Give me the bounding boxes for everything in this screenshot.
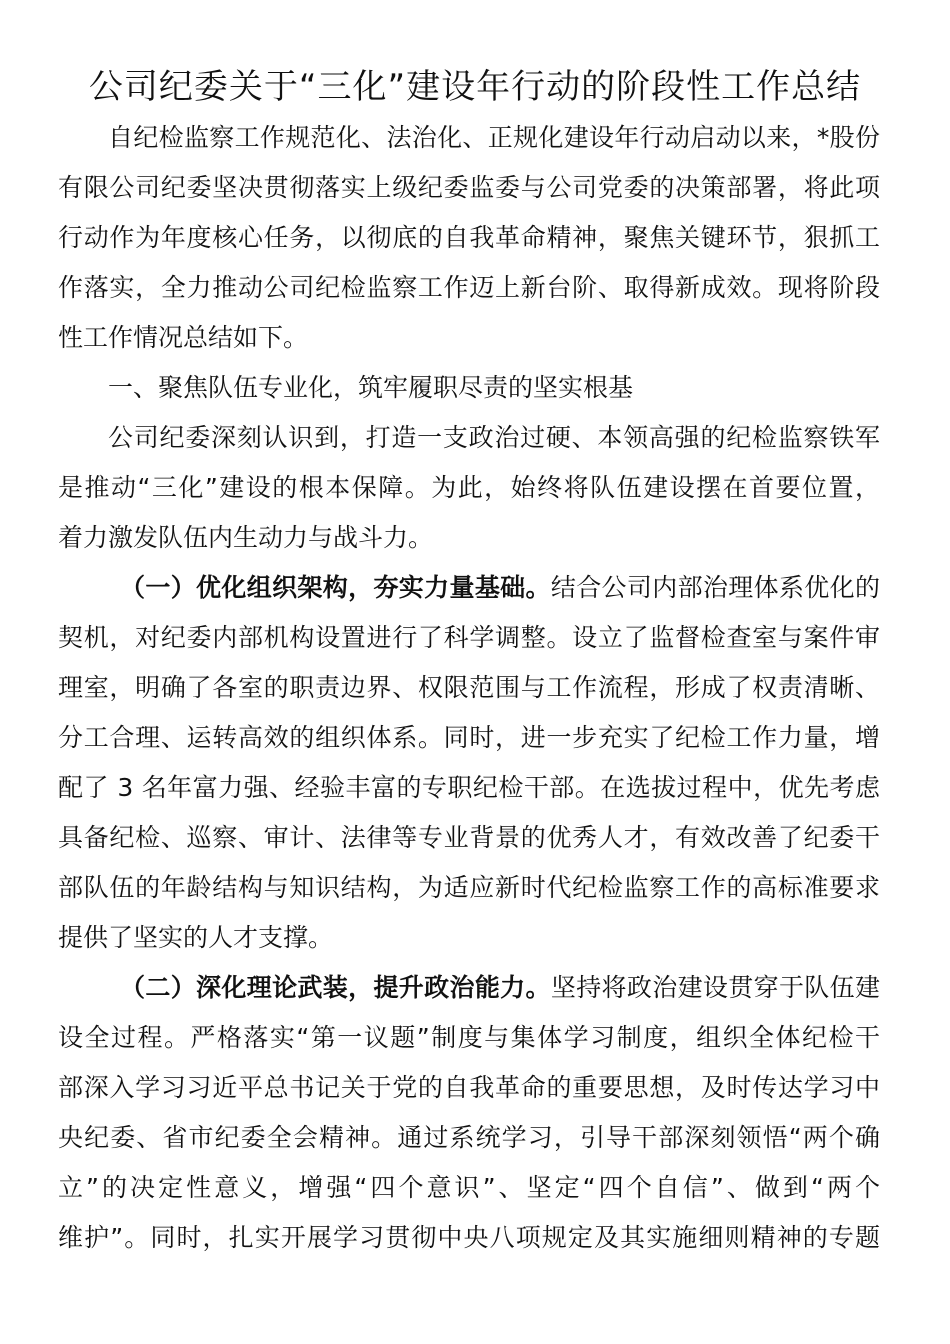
line-text: 立”的决定性意义，增强“四个意识”、坚定“四个自信”、做到“两个: [58, 1173, 880, 1202]
line-text: 提供了坚实的人才支撑。: [58, 923, 334, 952]
text-line: [58, 1063, 880, 1113]
text-line: [58, 1163, 880, 1213]
line-text: 分工合理、运转高效的组织体系。同时，进一步充实了纪检工作力量，增: [58, 723, 880, 752]
line-text: 维护”。同时，扎实开展学习贯彻中央八项规定及其实施细则精神的专题: [58, 1223, 880, 1252]
line-text: 作落实，全力推动公司纪检监察工作迈上新台阶、取得新成效。现将阶段: [58, 273, 880, 302]
text-line: [58, 513, 880, 563]
text-line: [58, 263, 880, 313]
line-text: 性工作情况总结如下。: [58, 323, 309, 352]
text-line: [58, 563, 880, 613]
text-line: [58, 363, 880, 413]
text-line: [58, 1013, 880, 1063]
line-text: 公司纪委深刻认识到，打造一支政治过硬、本领高强的纪检监察铁军: [108, 423, 880, 452]
line-text: 部深入学习习近平总书记关于党的自我革命的重要思想，及时传达学习中: [58, 1073, 880, 1102]
line-text: 行动作为年度核心任务，以彻底的自我革命精神，聚焦关键环节，狠抓工: [58, 223, 880, 252]
line-text: 自纪检监察工作规范化、法治化、正规化建设年行动启动以来，*股份: [108, 123, 880, 152]
line-text: 设全过程。严格落实“第一议题”制度与集体学习制度，组织全体纪检干: [58, 1023, 880, 1052]
section-heading: （二）深化理论武装，提升政治能力。: [120, 973, 551, 1002]
line-text: 结合公司内部治理体系优化的: [550, 573, 880, 602]
text-line: [58, 963, 880, 1013]
text-line: [58, 613, 880, 663]
text-line: [58, 1213, 880, 1263]
line-text: 有限公司纪委坚决贯彻落实上级纪委监委与公司党委的决策部署，将此项: [58, 173, 880, 202]
line-text: 部队伍的年龄结构与知识结构，为适应新时代纪检监察工作的高标准要求: [58, 873, 880, 902]
line-text: 着力激发队伍内生动力与战斗力。: [58, 523, 434, 552]
line-text: 配了 3 名年富力强、经验丰富的专职纪检干部。在选拔过程中，优先考虑: [58, 773, 880, 802]
line-text: 契机，对纪委内部机构设置进行了科学调整。设立了监督检查室与案件审: [58, 623, 880, 652]
line-text: 理室，明确了各室的职责边界、权限范围与工作流程，形成了权责清晰、: [58, 673, 880, 702]
text-line: [58, 863, 880, 913]
text-line: [58, 813, 880, 863]
text-line: [58, 663, 880, 713]
section-heading: （一）优化组织架构，夯实力量基础。: [120, 573, 551, 602]
text-line: [58, 213, 880, 263]
text-line: [58, 413, 880, 463]
text-line: [58, 913, 880, 963]
text-line: [58, 1113, 880, 1163]
text-line: [58, 113, 880, 163]
document-body: [58, 113, 880, 1263]
text-line: [58, 763, 880, 813]
text-line: [58, 163, 880, 213]
line-text: 坚持将政治建设贯穿于队伍建: [550, 973, 880, 1002]
line-text: 具备纪检、巡察、审计、法律等专业背景的优秀人才，有效改善了纪委干: [58, 823, 880, 852]
text-line: [58, 313, 880, 363]
line-text: 一、聚焦队伍专业化，筑牢履职尽责的坚实根基: [108, 373, 634, 402]
line-text: 是推动“三化”建设的根本保障。为此，始终将队伍建设摆在首要位置，: [58, 473, 880, 502]
text-line: [58, 713, 880, 763]
line-text: 央纪委、省市纪委全会精神。通过系统学习，引导干部深刻领悟“两个确: [58, 1123, 880, 1152]
text-line: [58, 463, 880, 513]
document-title: 公司纪委关于“三化”建设年行动的阶段性工作总结: [88, 67, 862, 107]
